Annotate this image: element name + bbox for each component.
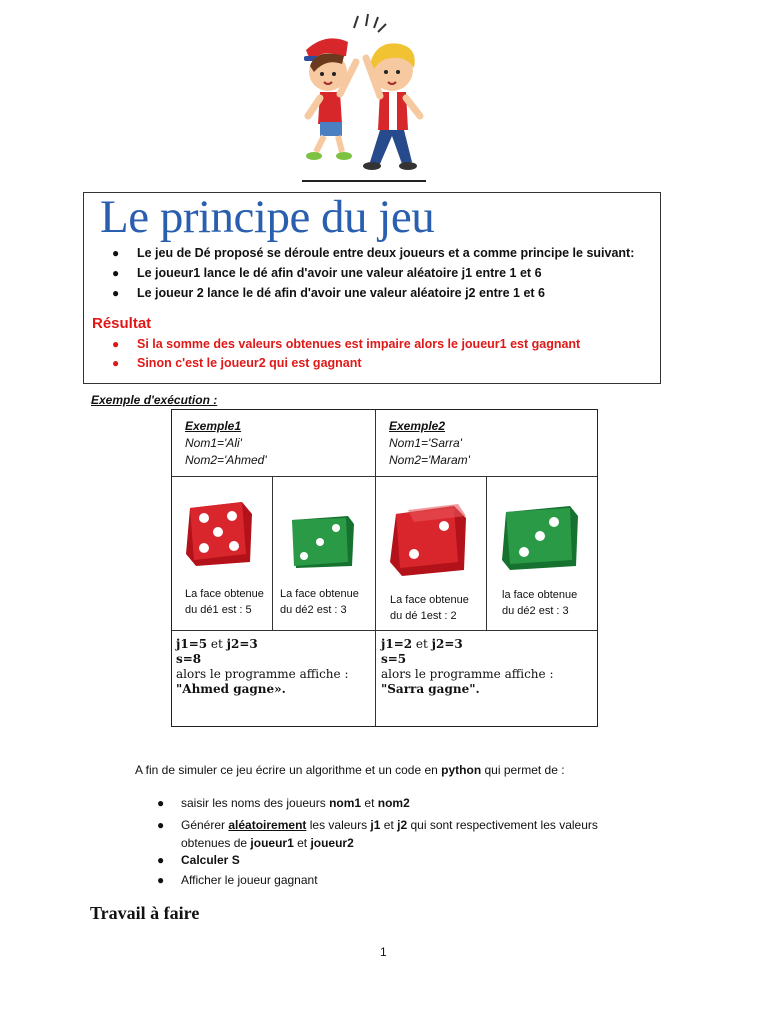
green-die-three-icon	[500, 502, 580, 572]
example2-result	[381, 637, 554, 697]
result-title: Résultat	[92, 315, 152, 332]
die2-caption-ex1	[280, 586, 359, 618]
bullet-icon: ●	[112, 337, 120, 351]
result-item-1	[112, 337, 581, 351]
task-text: j1	[370, 818, 381, 832]
table-divider	[272, 476, 273, 630]
caption-line: La face obtenue	[280, 588, 359, 600]
rule-item-1	[112, 246, 635, 260]
task-text: aléatoirement	[228, 818, 307, 832]
die2-caption-ex2	[502, 587, 577, 619]
result-text-1: Si la somme des valeurs obtenues est impaire alors le joueur1 est gagnant	[137, 337, 581, 351]
example2-header	[389, 418, 470, 469]
bullet-icon: ●	[112, 246, 120, 260]
task-text: et	[361, 796, 378, 810]
bullet-icon: ●	[112, 266, 120, 280]
and-text: et	[207, 637, 227, 651]
bullet-icon: ●	[112, 286, 120, 300]
task-text: qui sont respectivement les valeurs	[407, 818, 598, 832]
red-die-five-icon	[184, 498, 256, 568]
task-item-4	[157, 873, 318, 887]
winner-output: "Sarra gagne".	[381, 682, 480, 696]
task-text: Afficher le joueur gagnant	[181, 873, 318, 887]
task-item-3	[157, 853, 240, 867]
result-text-2: Sinon c'est le joueur2 qui est gagnant	[137, 356, 362, 370]
caption-line: du dé2 est : 3	[280, 604, 347, 616]
page-title: Le principe du jeu	[100, 191, 435, 243]
task-text: obtenues de	[181, 836, 251, 850]
bullet-icon: ●	[157, 796, 165, 810]
task-item-2	[157, 816, 598, 852]
caption-line: La face obtenue	[390, 594, 469, 606]
example1-header	[185, 418, 267, 469]
j1-value: j1=5	[176, 637, 208, 651]
bullet-icon: ●	[112, 356, 120, 370]
task-item-1	[157, 796, 410, 810]
rule-text-3: Le joueur 2 lance le dé afin d'avoir une valeur aléatoire j2 entre 1 et 6	[137, 286, 545, 300]
example1-heading: Exemple1	[185, 419, 242, 433]
j2-value: j2=3	[226, 637, 258, 651]
result-line-1	[176, 637, 349, 652]
example1-nom2: Nom2='Ahmed'	[185, 453, 267, 467]
sum-value: s=8	[176, 652, 202, 666]
example-table	[171, 409, 598, 727]
winner-output: "Ahmed gagne».	[176, 682, 286, 696]
and-text: et	[412, 637, 432, 651]
example2-heading: Exemple2	[389, 419, 446, 433]
die1-caption-ex1	[185, 586, 264, 618]
die1-caption-ex2	[390, 592, 469, 624]
task-text: joueur1	[250, 836, 294, 850]
task-text: et	[380, 818, 398, 832]
kids-high-five-illustration	[296, 12, 436, 182]
result-line-3: alors le programme affiche :	[381, 667, 554, 681]
table-divider	[486, 476, 487, 630]
result-line-3: alors le programme affiche :	[176, 667, 349, 681]
rule-text-2: Le joueur1 lance le dé afin d'avoir une valeur aléatoire j1 entre 1 et 6	[137, 266, 542, 280]
bullet-icon: ●	[157, 853, 165, 867]
j2-value: j2=3	[431, 637, 463, 651]
header-divider	[302, 180, 426, 182]
task-text: les valeurs	[306, 818, 371, 832]
python-keyword: python	[441, 763, 482, 777]
result-item-2	[112, 356, 362, 370]
task-text: j2	[397, 818, 408, 832]
caption-line: du dé1 est : 5	[185, 604, 252, 616]
intro-text: qui permet de :	[481, 763, 565, 777]
rule-text-1: Le jeu de Dé proposé se déroule entre deux joueurs et a comme principe le suivant:	[137, 246, 635, 260]
task-text: Calculer S	[181, 853, 240, 867]
example-label: Exemple d'exécution :	[91, 393, 218, 407]
sum-value: s=5	[381, 652, 407, 666]
task-text: et	[293, 836, 311, 850]
task-text: Générer	[181, 818, 229, 832]
example1-nom1: Nom1='Ali'	[185, 436, 242, 450]
bullet-icon: ●	[157, 873, 165, 887]
table-divider	[172, 476, 597, 477]
task-text: nom2	[377, 796, 410, 810]
example2-nom2: Nom2='Maram'	[389, 453, 470, 467]
bullet-icon: ●	[157, 818, 165, 832]
intro-paragraph	[135, 763, 565, 777]
caption-line: du dé2 est : 3	[502, 605, 569, 617]
caption-line: du dé 1est : 2	[390, 610, 457, 622]
rule-item-2	[112, 266, 542, 280]
table-divider	[375, 410, 376, 726]
task-text: nom1	[329, 796, 362, 810]
table-divider	[172, 630, 597, 631]
caption-line: la face obtenue	[502, 589, 578, 601]
page-number: 1	[380, 945, 387, 959]
section-heading: Travail à faire	[90, 903, 200, 923]
green-die-three-icon	[288, 514, 356, 570]
intro-text: A fin de simuler ce jeu écrire un algorithme et un code en	[135, 763, 442, 777]
example2-nom1: Nom1='Sarra'	[389, 436, 462, 450]
caption-line: La face obtenue	[185, 588, 264, 600]
red-die-two-icon	[388, 500, 470, 578]
j1-value: j1=2	[381, 637, 413, 651]
example1-result	[176, 637, 349, 697]
task-text: joueur2	[310, 836, 354, 850]
rule-item-3	[112, 286, 545, 300]
result-line-1	[381, 637, 554, 652]
task-text: saisir les noms des joueurs	[181, 796, 330, 810]
